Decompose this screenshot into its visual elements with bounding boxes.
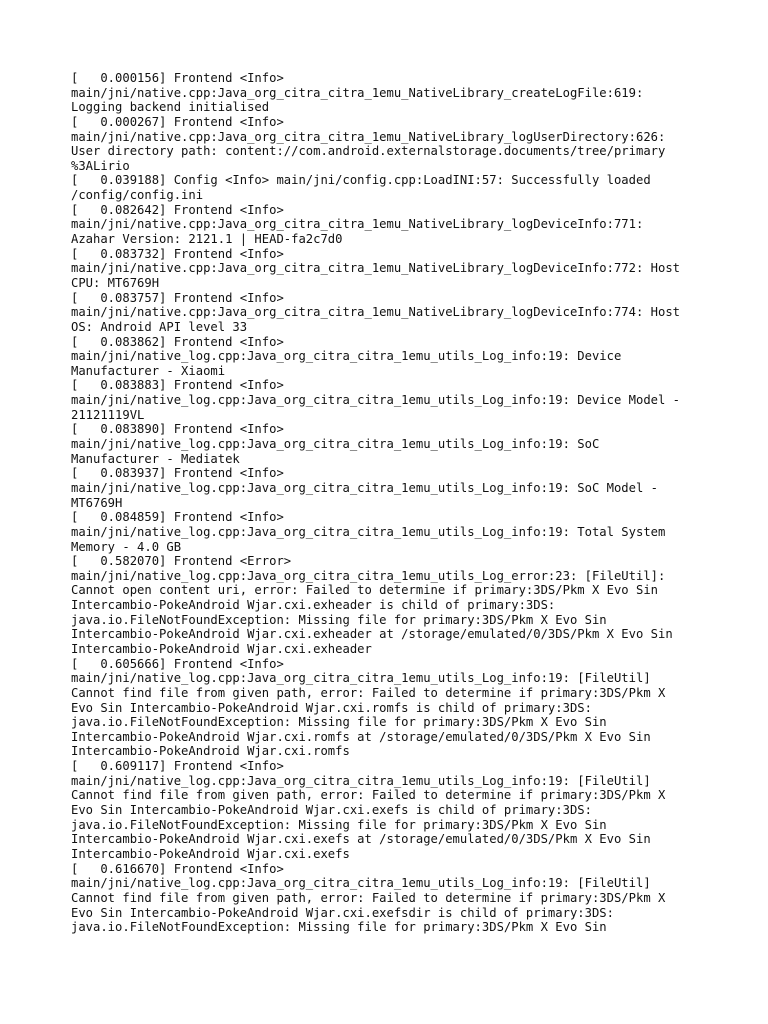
- log-line: java.io.FileNotFoundException: Missing file for primary:3DS/Pkm X Evo Sin: [71, 612, 607, 627]
- log-line: [ 0.582070] Frontend <Error>: [71, 554, 292, 569]
- log-line: Evo Sin Intercambio-PokeAndroid Wjar.cxi.exefs is child of primary:3DS:: [71, 803, 592, 818]
- log-line: main/jni/native_log.cpp:Java_org_citra_citra_1emu_utils_Log_error:23: [FileUtil]:: [71, 568, 666, 583]
- log-line: Intercambio-PokeAndroid Wjar.cxi.exefs: [71, 846, 350, 861]
- log-line: [ 0.000267] Frontend <Info>: [71, 114, 284, 129]
- log-line: java.io.FileNotFoundException: Missing file for primary:3DS/Pkm X Evo Sin: [71, 715, 607, 730]
- log-line: OS: Android API level 33: [71, 319, 248, 334]
- log-line: 21121119VL: [71, 407, 145, 422]
- log-line: main/jni/native.cpp:Java_org_citra_citra_1emu_NativeLibrary_logDeviceInfo:772: Host: [71, 261, 681, 276]
- log-line: [ 0.083937] Frontend <Info>: [71, 466, 284, 481]
- log-line: main/jni/native_log.cpp:Java_org_citra_citra_1emu_utils_Log_info:19: Device Model -: [71, 393, 681, 408]
- log-line: main/jni/native.cpp:Java_org_citra_citra_1emu_NativeLibrary_logDeviceInfo:774: Host: [71, 305, 681, 320]
- log-line: main/jni/native_log.cpp:Java_org_citra_citra_1emu_utils_Log_info:19: SoC Model -: [71, 480, 658, 495]
- log-line: [ 0.609117] Frontend <Info>: [71, 759, 284, 774]
- log-line: [ 0.616670] Frontend <Info>: [71, 861, 284, 876]
- log-line: Azahar Version: 2121.1 | HEAD-fa2c7d0: [71, 232, 343, 247]
- log-line: User directory path: content://com.android.externalstorage.documents/tree/primary: [71, 144, 666, 159]
- log-line: Manufacturer - Xiaomi: [71, 363, 226, 378]
- log-line: [ 0.083883] Frontend <Info>: [71, 378, 284, 393]
- log-line: [ 0.605666] Frontend <Info>: [71, 656, 284, 671]
- log-line: Intercambio-PokeAndroid Wjar.cxi.exheader: [71, 641, 372, 656]
- log-line: %3ALirio: [71, 158, 130, 173]
- log-line: main/jni/native_log.cpp:Java_org_citra_citra_1emu_utils_Log_info:19: [FileUtil]: [71, 773, 651, 788]
- log-line: [ 0.082642] Frontend <Info>: [71, 202, 284, 217]
- log-line: Evo Sin Intercambio-PokeAndroid Wjar.cxi.romfs is child of primary:3DS:: [71, 700, 592, 715]
- log-line: main/jni/native_log.cpp:Java_org_citra_citra_1emu_utils_Log_info:19: [FileUtil]: [71, 671, 651, 686]
- log-line: Cannot find file from given path, error: Failed to determine if primary:3DS/Pkm X: [71, 788, 666, 803]
- log-line: /config/config.ini: [71, 188, 204, 203]
- log-line: main/jni/native_log.cpp:Java_org_citra_citra_1emu_utils_Log_info:19: Total System: [71, 524, 666, 539]
- log-line: Manufacturer - Mediatek: [71, 451, 240, 466]
- log-line: Logging backend initialised: [71, 100, 270, 115]
- log-line: main/jni/native.cpp:Java_org_citra_citra_1emu_NativeLibrary_createLogFile:619:: [71, 85, 644, 100]
- log-text-block: [71, 71, 711, 935]
- log-line: java.io.FileNotFoundException: Missing file for primary:3DS/Pkm X Evo Sin: [71, 817, 607, 832]
- log-line: Cannot find file from given path, error: Failed to determine if primary:3DS/Pkm X: [71, 890, 666, 905]
- log-line: Memory - 4.0 GB: [71, 539, 182, 554]
- log-line: [ 0.083890] Frontend <Info>: [71, 422, 284, 437]
- log-line: main/jni/native.cpp:Java_org_citra_citra_1emu_NativeLibrary_logDeviceInfo:771:: [71, 217, 644, 232]
- log-line: [ 0.083732] Frontend <Info>: [71, 246, 284, 261]
- log-line: main/jni/native_log.cpp:Java_org_citra_citra_1emu_utils_Log_info:19: SoC: [71, 437, 600, 452]
- log-line: [ 0.000156] Frontend <Info>: [71, 71, 284, 85]
- log-line: main/jni/native_log.cpp:Java_org_citra_citra_1emu_utils_Log_info:19: [FileUtil]: [71, 876, 651, 891]
- log-line: Intercambio-PokeAndroid Wjar.cxi.exheader is child of primary:3DS:: [71, 598, 556, 613]
- log-line: Evo Sin Intercambio-PokeAndroid Wjar.cxi.exefsdir is child of primary:3DS:: [71, 905, 614, 920]
- log-line: java.io.FileNotFoundException: Missing file for primary:3DS/Pkm X Evo Sin: [71, 920, 607, 935]
- log-line: Intercambio-PokeAndroid Wjar.cxi.romfs at /storage/emulated/0/3DS/Pkm X Evo Sin: [71, 729, 651, 744]
- log-line: [ 0.083862] Frontend <Info>: [71, 334, 284, 349]
- log-line: [ 0.083757] Frontend <Info>: [71, 290, 284, 305]
- log-line: [ 0.039188] Config <Info> main/jni/config.cpp:LoadINI:57: Successfully loaded: [71, 173, 651, 188]
- log-line: Intercambio-PokeAndroid Wjar.cxi.exheader at /storage/emulated/0/3DS/Pkm X Evo Sin: [71, 627, 673, 642]
- log-line: CPU: MT6769H: [71, 275, 160, 290]
- log-line: Cannot open content uri, error: Failed to determine if primary:3DS/Pkm X Evo Sin: [71, 583, 658, 598]
- log-line: [ 0.084859] Frontend <Info>: [71, 510, 284, 525]
- log-line: Intercambio-PokeAndroid Wjar.cxi.romfs: [71, 744, 350, 759]
- log-line: Cannot find file from given path, error: Failed to determine if primary:3DS/Pkm X: [71, 685, 666, 700]
- log-line: MT6769H: [71, 495, 123, 510]
- log-line: main/jni/native.cpp:Java_org_citra_citra_1emu_NativeLibrary_logUserDirectory:626:: [71, 129, 666, 144]
- log-line: Intercambio-PokeAndroid Wjar.cxi.exefs at /storage/emulated/0/3DS/Pkm X Evo Sin: [71, 832, 651, 847]
- log-line: main/jni/native_log.cpp:Java_org_citra_citra_1emu_utils_Log_info:19: Device: [71, 349, 622, 364]
